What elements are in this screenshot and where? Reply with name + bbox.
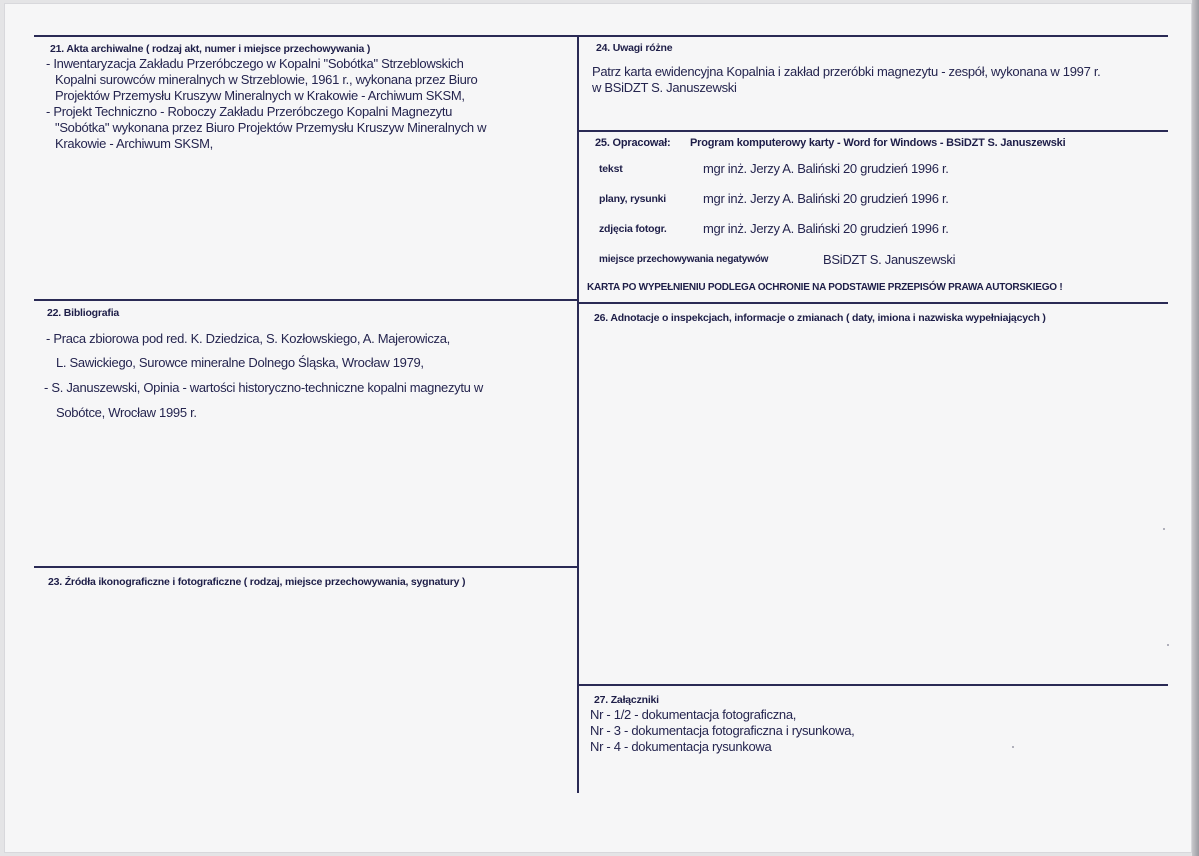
section-22-title: 22. Bibliografia bbox=[47, 307, 120, 319]
author-plans-value: mgr inż. Jerzy A. Baliński 20 grudzień 1996 r. bbox=[703, 191, 949, 206]
scan-speck bbox=[1163, 528, 1165, 530]
rule-24-25 bbox=[578, 130, 1168, 132]
section-26-title: 26. Adnotacje o inspekcjach, informacje o zmianach ( daty, imiona i nazwiska wypełniających ) bbox=[594, 312, 1046, 324]
section-21-line: Krakowie - Archiwum SKSM, bbox=[55, 136, 213, 151]
rule-22-23 bbox=[34, 566, 578, 568]
author-photos-label: zdjęcia fotogr. bbox=[599, 223, 667, 235]
scan-speck bbox=[1012, 746, 1014, 748]
rule-21-22 bbox=[34, 299, 578, 301]
section-21-line: Kopalni surowców mineralnych w Strzeblowie, 1961 r., wykonana przez Biuro bbox=[55, 72, 478, 87]
author-text-label: tekst bbox=[599, 163, 623, 175]
section-22-line: Sobótce, Wrocław 1995 r. bbox=[56, 405, 197, 420]
author-photos-value: mgr inż. Jerzy A. Baliński 20 grudzień 1996 r. bbox=[703, 221, 949, 236]
rule-26-27 bbox=[578, 684, 1168, 686]
section-21-line: - Inwentaryzacja Zakładu Przeróbczego w Kopalni "Sobótka" Strzeblowskich bbox=[46, 56, 464, 71]
top-rule bbox=[34, 35, 1168, 37]
section-27-title: 27. Załączniki bbox=[594, 694, 659, 706]
section-24-line: w BSiDZT S. Januszewski bbox=[592, 80, 737, 95]
section-24-title: 24. Uwagi różne bbox=[596, 42, 673, 54]
section-21-line: "Sobótka" wykonana przez Biuro Projektów Przemysłu Kruszyw Mineralnych w bbox=[55, 120, 487, 135]
copyright-notice: KARTA PO WYPEŁNIENIU PODLEGA OCHRONIE NA PODSTAWIE PRZEPISÓW PRAWA AUTORSKIEGO ! bbox=[587, 282, 1063, 293]
section-27-line: Nr - 1/2 - dokumentacja fotograficzna, bbox=[590, 707, 797, 722]
card-edge bbox=[1192, 0, 1199, 856]
section-24-line: Patrz karta ewidencyjna Kopalnia i zakład przeróbki magnezytu - zespół, wykonana w 1997 r. bbox=[592, 64, 1101, 79]
section-22-line: - S. Januszewski, Opinia - wartości historyczno-techniczne kopalni magnezytu w bbox=[44, 380, 484, 395]
author-plans-label: plany, rysunki bbox=[599, 193, 667, 205]
negatives-value: BSiDZT S. Januszewski bbox=[823, 252, 956, 267]
rule-25-26 bbox=[578, 302, 1168, 304]
section-23-title: 23. Źródła ikonograficzne i fotograficzne ( rodzaj, miejsce przechowywania, sygnatury ) bbox=[48, 576, 466, 588]
section-21-line: - Projekt Techniczno - Roboczy Zakładu Przeróbczego Kopalni Magnezytu bbox=[46, 104, 453, 119]
section-25-program: Program komputerowy karty - Word for Windows - BSiDZT S. Januszewski bbox=[690, 137, 1066, 149]
section-21-line: Projektów Przemysłu Kruszyw Mineralnych w Krakowie - Archiwum SKSM, bbox=[55, 88, 465, 103]
section-22-line: L. Sawickiego, Surowce mineralne Dolnego Śląska, Wrocław 1979, bbox=[56, 355, 424, 370]
section-25-title: 25. Opracował: bbox=[595, 137, 671, 149]
scan-speck bbox=[1167, 644, 1169, 646]
section-21-title: 21. Akta archiwalne ( rodzaj akt, numer i miejsce przechowywania ) bbox=[50, 43, 371, 55]
center-divider bbox=[577, 35, 579, 793]
section-27-line: Nr - 3 - dokumentacja fotograficzna i rysunkowa, bbox=[590, 723, 855, 738]
author-text-value: mgr inż. Jerzy A. Baliński 20 grudzień 1996 r. bbox=[703, 161, 949, 176]
section-22-line: - Praca zbiorowa pod red. K. Dziedzica, S. Kozłowskiego, A. Majerowicza, bbox=[46, 331, 450, 346]
section-27-line: Nr - 4 - dokumentacja rysunkowa bbox=[590, 739, 772, 754]
negatives-label: miejsce przechowywania negatywów bbox=[599, 254, 769, 265]
